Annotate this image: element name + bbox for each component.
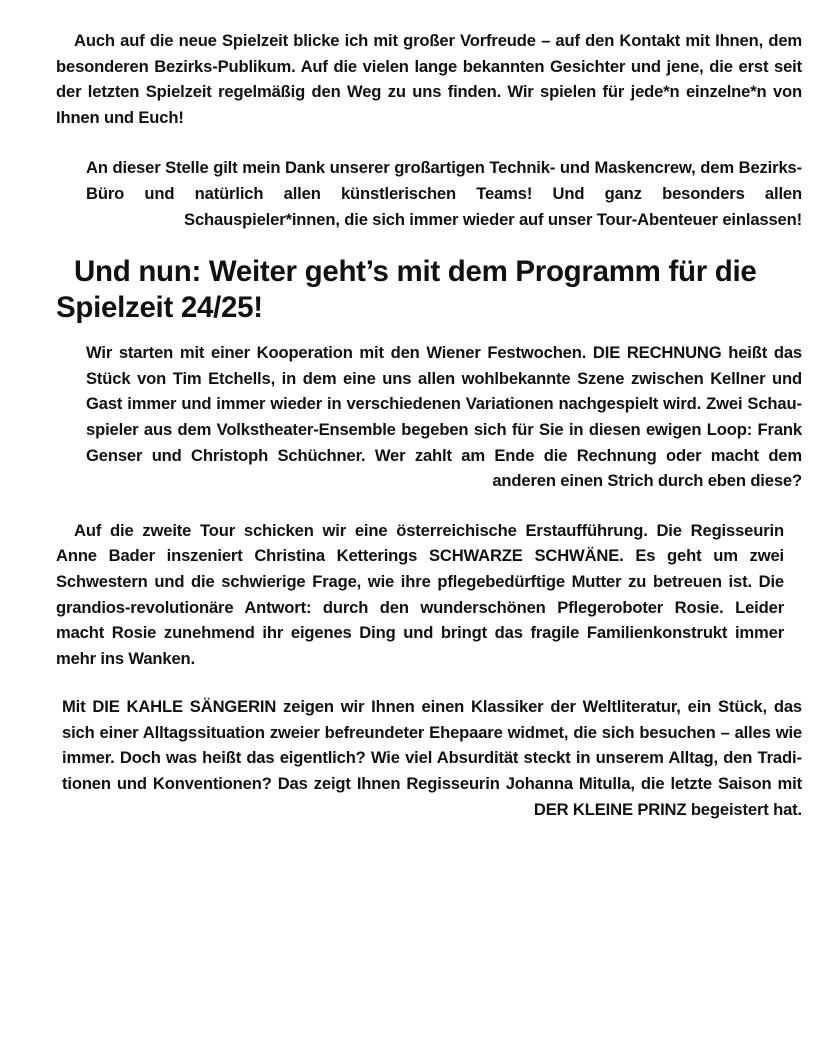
die-rechnung-paragraph: Wir starten mit einer Kooperation mit den Wiener Festwochen. DIE RECHNUNG heißt das Stück von Tim Etchells, in dem eine uns allen wohlbekannte Szene zwischen Kellner und Gast immer und immer wieder in verschiedenen Variationen nachgespielt wird. Zwei Schauspieler aus dem Volkstheater-Ensemble begeben sich für Sie in diesen ewigen Loop: Frank Genser und Christoph Schüchner. Wer zahlt am Ende die Rechnung oder macht dem anderen einen Strich durch eben diese? xyxy=(86,343,802,491)
document-page xyxy=(56,28,802,822)
thanks-paragraph: An dieser Stelle gilt mein Dank unserer großartigen Technik- und Maskencrew, dem Bezirks-Büro und natürlich allen künstlerischen Teams! Und ganz besonders allen Schauspieler*innen, die sich immer wieder auf unser Tour-Abenteuer einlassen! xyxy=(86,158,802,229)
schwarze-schwaene-paragraph: Auf die zweite Tour schicken wir eine österreichische Erstaufführung. Die Regisseurin Anne Bader inszeniert Christina Ketterings SCHWARZE SCHWÄNE. Es geht um zwei Schwestern und die schwierige Frage, wie ihre pflegebedürftige Mutter zu betreuen ist. Die grandios-revolutionäre Antwort: durch den wunderschönen Pflegeroboter Rosie. Leider macht Rosie zunehmend ihr eigenes Ding und bringt das fragile Familienkonstrukt immer mehr ins Wanken. xyxy=(56,520,784,668)
intro-paragraph: Auch auf die neue Spielzeit blicke ich mit großer Vorfreude – auf den Kontakt mit Ihnen, dem besonderen Bezirks-Publikum. Auf die vielen lange bekannten Gesichter und jene, die erst seit der letzten Spielzeit regelmäßig den Weg zu uns finden. Wir spielen für jede*n einzelne*n von Ihnen und Euch! xyxy=(56,31,802,127)
program-heading: Und nun: Weiter geht’s mit dem Programm für die Spielzeit 24/25! xyxy=(56,255,757,325)
die-kahle-saengerin-paragraph: Mit DIE KAHLE SÄNGERIN zeigen wir Ihnen einen Klassiker der Weltliteratur, ein Stück, das sich einer Alltagssituation zweier befreundeter Ehepaare widmet, die sich besuchen – alles wie immer. Doch was heißt das eigentlich? Wie viel Absurdität steckt in unserem Alltag, den Traditionen und Konventionen? Das zeigt Ihnen Regisseurin Johanna Mitulla, die letzte Saison mit DER KLEINE PRINZ begeistert hat. xyxy=(62,697,802,819)
